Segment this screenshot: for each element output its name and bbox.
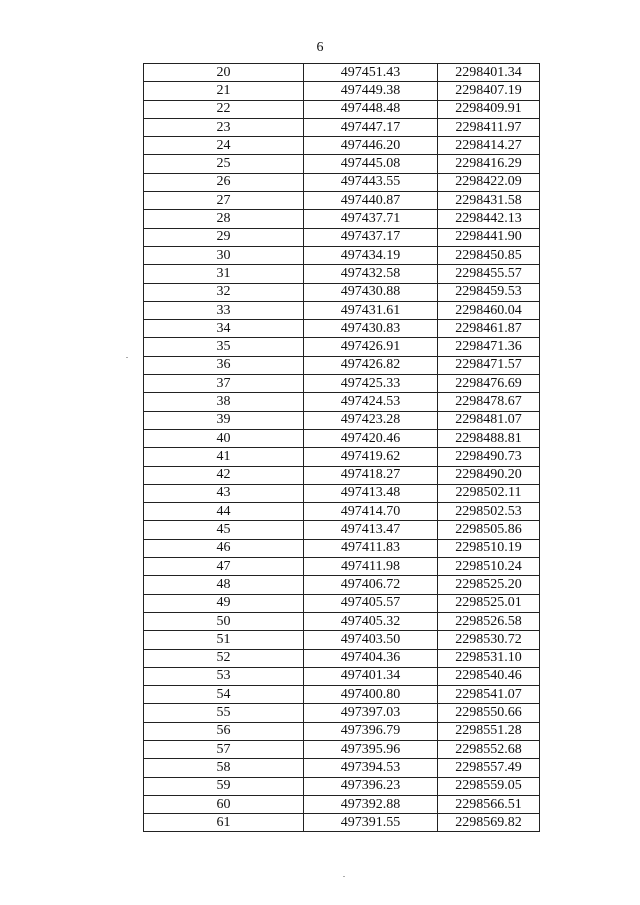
y-coordinate-cell: 2298471.36 <box>438 338 540 356</box>
table-row <box>144 759 540 777</box>
table-row <box>144 649 540 667</box>
y-coordinate-cell: 2298557.49 <box>438 759 540 777</box>
y-coordinate-cell: 2298431.58 <box>438 192 540 210</box>
table-row <box>144 192 540 210</box>
y-coordinate-cell: 2298505.86 <box>438 521 540 539</box>
point-number-cell: 38 <box>144 393 304 411</box>
y-coordinate-cell: 2298552.68 <box>438 740 540 758</box>
x-coordinate-cell: 497403.50 <box>304 631 438 649</box>
table-row <box>144 338 540 356</box>
table-row <box>144 484 540 502</box>
table-row <box>144 375 540 393</box>
y-coordinate-cell: 2298476.69 <box>438 375 540 393</box>
table-row <box>144 210 540 228</box>
table-row <box>144 64 540 82</box>
point-number-cell: 39 <box>144 411 304 429</box>
point-number-cell: 26 <box>144 173 304 191</box>
point-number-cell: 40 <box>144 429 304 447</box>
point-number-cell: 22 <box>144 100 304 118</box>
x-coordinate-cell: 497437.71 <box>304 210 438 228</box>
y-coordinate-cell: 2298502.53 <box>438 503 540 521</box>
x-coordinate-cell: 497430.88 <box>304 283 438 301</box>
y-coordinate-cell: 2298569.82 <box>438 814 540 832</box>
table-row <box>144 411 540 429</box>
x-coordinate-cell: 497449.38 <box>304 82 438 100</box>
point-number-cell: 27 <box>144 192 304 210</box>
x-coordinate-cell: 497434.19 <box>304 246 438 264</box>
point-number-cell: 20 <box>144 64 304 82</box>
x-coordinate-cell: 497418.27 <box>304 466 438 484</box>
x-coordinate-cell: 497425.33 <box>304 375 438 393</box>
table-row <box>144 704 540 722</box>
y-coordinate-cell: 2298409.91 <box>438 100 540 118</box>
table-row <box>144 722 540 740</box>
x-coordinate-cell: 497432.58 <box>304 265 438 283</box>
table-row <box>144 320 540 338</box>
point-number-cell: 41 <box>144 448 304 466</box>
y-coordinate-cell: 2298455.57 <box>438 265 540 283</box>
table-row <box>144 137 540 155</box>
x-coordinate-cell: 497396.23 <box>304 777 438 795</box>
x-coordinate-cell: 497447.17 <box>304 118 438 136</box>
y-coordinate-cell: 2298490.20 <box>438 466 540 484</box>
x-coordinate-cell: 497394.53 <box>304 759 438 777</box>
point-number-cell: 33 <box>144 301 304 319</box>
point-number-cell: 59 <box>144 777 304 795</box>
point-number-cell: 36 <box>144 356 304 374</box>
x-coordinate-cell: 497392.88 <box>304 795 438 813</box>
y-coordinate-cell: 2298407.19 <box>438 82 540 100</box>
x-coordinate-cell: 497396.79 <box>304 722 438 740</box>
x-coordinate-cell: 497413.48 <box>304 484 438 502</box>
y-coordinate-cell: 2298411.97 <box>438 118 540 136</box>
y-coordinate-cell: 2298441.90 <box>438 228 540 246</box>
x-coordinate-cell: 497437.17 <box>304 228 438 246</box>
point-number-cell: 44 <box>144 503 304 521</box>
point-number-cell: 58 <box>144 759 304 777</box>
x-coordinate-cell: 497424.53 <box>304 393 438 411</box>
table-row <box>144 631 540 649</box>
point-number-cell: 43 <box>144 484 304 502</box>
table-row <box>144 777 540 795</box>
table-row <box>144 301 540 319</box>
y-coordinate-cell: 2298471.57 <box>438 356 540 374</box>
y-coordinate-cell: 2298525.01 <box>438 594 540 612</box>
x-coordinate-cell: 497411.83 <box>304 539 438 557</box>
y-coordinate-cell: 2298460.04 <box>438 301 540 319</box>
x-coordinate-cell: 497426.91 <box>304 338 438 356</box>
y-coordinate-cell: 2298566.51 <box>438 795 540 813</box>
x-coordinate-cell: 497400.80 <box>304 686 438 704</box>
x-coordinate-cell: 497414.70 <box>304 503 438 521</box>
y-coordinate-cell: 2298551.28 <box>438 722 540 740</box>
point-number-cell: 28 <box>144 210 304 228</box>
y-coordinate-cell: 2298510.19 <box>438 539 540 557</box>
table-row <box>144 740 540 758</box>
point-number-cell: 34 <box>144 320 304 338</box>
table-row <box>144 82 540 100</box>
x-coordinate-cell: 497431.61 <box>304 301 438 319</box>
y-coordinate-cell: 2298478.67 <box>438 393 540 411</box>
y-coordinate-cell: 2298461.87 <box>438 320 540 338</box>
y-coordinate-cell: 2298541.07 <box>438 686 540 704</box>
x-coordinate-cell: 497451.43 <box>304 64 438 82</box>
table-row <box>144 283 540 301</box>
table-row <box>144 466 540 484</box>
point-number-cell: 25 <box>144 155 304 173</box>
x-coordinate-cell: 497411.98 <box>304 558 438 576</box>
point-number-cell: 23 <box>144 118 304 136</box>
y-coordinate-cell: 2298540.46 <box>438 667 540 685</box>
x-coordinate-cell: 497448.48 <box>304 100 438 118</box>
y-coordinate-cell: 2298442.13 <box>438 210 540 228</box>
x-coordinate-cell: 497405.32 <box>304 612 438 630</box>
x-coordinate-cell: 497401.34 <box>304 667 438 685</box>
table-row <box>144 558 540 576</box>
y-coordinate-cell: 2298416.29 <box>438 155 540 173</box>
point-number-cell: 55 <box>144 704 304 722</box>
x-coordinate-cell: 497397.03 <box>304 704 438 722</box>
x-coordinate-cell: 497446.20 <box>304 137 438 155</box>
y-coordinate-cell: 2298414.27 <box>438 137 540 155</box>
table-row <box>144 100 540 118</box>
point-number-cell: 32 <box>144 283 304 301</box>
point-number-cell: 21 <box>144 82 304 100</box>
coordinates-table-body <box>144 64 540 832</box>
table-row <box>144 612 540 630</box>
y-coordinate-cell: 2298422.09 <box>438 173 540 191</box>
x-coordinate-cell: 497423.28 <box>304 411 438 429</box>
y-coordinate-cell: 2298530.72 <box>438 631 540 649</box>
x-coordinate-cell: 497420.46 <box>304 429 438 447</box>
coordinates-table <box>143 63 540 832</box>
y-coordinate-cell: 2298531.10 <box>438 649 540 667</box>
y-coordinate-cell: 2298490.73 <box>438 448 540 466</box>
table-row <box>144 246 540 264</box>
point-number-cell: 51 <box>144 631 304 649</box>
table-row <box>144 429 540 447</box>
table-row <box>144 576 540 594</box>
table-row <box>144 448 540 466</box>
point-number-cell: 57 <box>144 740 304 758</box>
point-number-cell: 56 <box>144 722 304 740</box>
table-row <box>144 118 540 136</box>
point-number-cell: 46 <box>144 539 304 557</box>
point-number-cell: 47 <box>144 558 304 576</box>
x-coordinate-cell: 497426.82 <box>304 356 438 374</box>
y-coordinate-cell: 2298488.81 <box>438 429 540 447</box>
point-number-cell: 50 <box>144 612 304 630</box>
point-number-cell: 60 <box>144 795 304 813</box>
x-coordinate-cell: 497430.83 <box>304 320 438 338</box>
table-row <box>144 393 540 411</box>
y-coordinate-cell: 2298559.05 <box>438 777 540 795</box>
table-row <box>144 795 540 813</box>
y-coordinate-cell: 2298510.24 <box>438 558 540 576</box>
table-row <box>144 265 540 283</box>
scan-speck <box>126 357 128 358</box>
point-number-cell: 37 <box>144 375 304 393</box>
point-number-cell: 24 <box>144 137 304 155</box>
point-number-cell: 53 <box>144 667 304 685</box>
x-coordinate-cell: 497440.87 <box>304 192 438 210</box>
x-coordinate-cell: 497405.57 <box>304 594 438 612</box>
x-coordinate-cell: 497391.55 <box>304 814 438 832</box>
point-number-cell: 45 <box>144 521 304 539</box>
table-row <box>144 503 540 521</box>
x-coordinate-cell: 497443.55 <box>304 173 438 191</box>
y-coordinate-cell: 2298525.20 <box>438 576 540 594</box>
point-number-cell: 35 <box>144 338 304 356</box>
table-row <box>144 667 540 685</box>
point-number-cell: 49 <box>144 594 304 612</box>
point-number-cell: 48 <box>144 576 304 594</box>
y-coordinate-cell: 2298450.85 <box>438 246 540 264</box>
table-row <box>144 356 540 374</box>
table-row <box>144 686 540 704</box>
point-number-cell: 31 <box>144 265 304 283</box>
point-number-cell: 54 <box>144 686 304 704</box>
y-coordinate-cell: 2298526.58 <box>438 612 540 630</box>
y-coordinate-cell: 2298502.11 <box>438 484 540 502</box>
y-coordinate-cell: 2298481.07 <box>438 411 540 429</box>
table-row <box>144 814 540 832</box>
y-coordinate-cell: 2298550.66 <box>438 704 540 722</box>
table-row <box>144 228 540 246</box>
table-row <box>144 155 540 173</box>
x-coordinate-cell: 497395.96 <box>304 740 438 758</box>
y-coordinate-cell: 2298459.53 <box>438 283 540 301</box>
scan-speck <box>343 876 345 877</box>
x-coordinate-cell: 497445.08 <box>304 155 438 173</box>
y-coordinate-cell: 2298401.34 <box>438 64 540 82</box>
table-row <box>144 521 540 539</box>
x-coordinate-cell: 497419.62 <box>304 448 438 466</box>
point-number-cell: 52 <box>144 649 304 667</box>
page-number: 6 <box>316 40 324 55</box>
x-coordinate-cell: 497413.47 <box>304 521 438 539</box>
point-number-cell: 30 <box>144 246 304 264</box>
table-row <box>144 594 540 612</box>
x-coordinate-cell: 497406.72 <box>304 576 438 594</box>
point-number-cell: 42 <box>144 466 304 484</box>
table-row <box>144 173 540 191</box>
point-number-cell: 29 <box>144 228 304 246</box>
table-row <box>144 539 540 557</box>
x-coordinate-cell: 497404.36 <box>304 649 438 667</box>
point-number-cell: 61 <box>144 814 304 832</box>
